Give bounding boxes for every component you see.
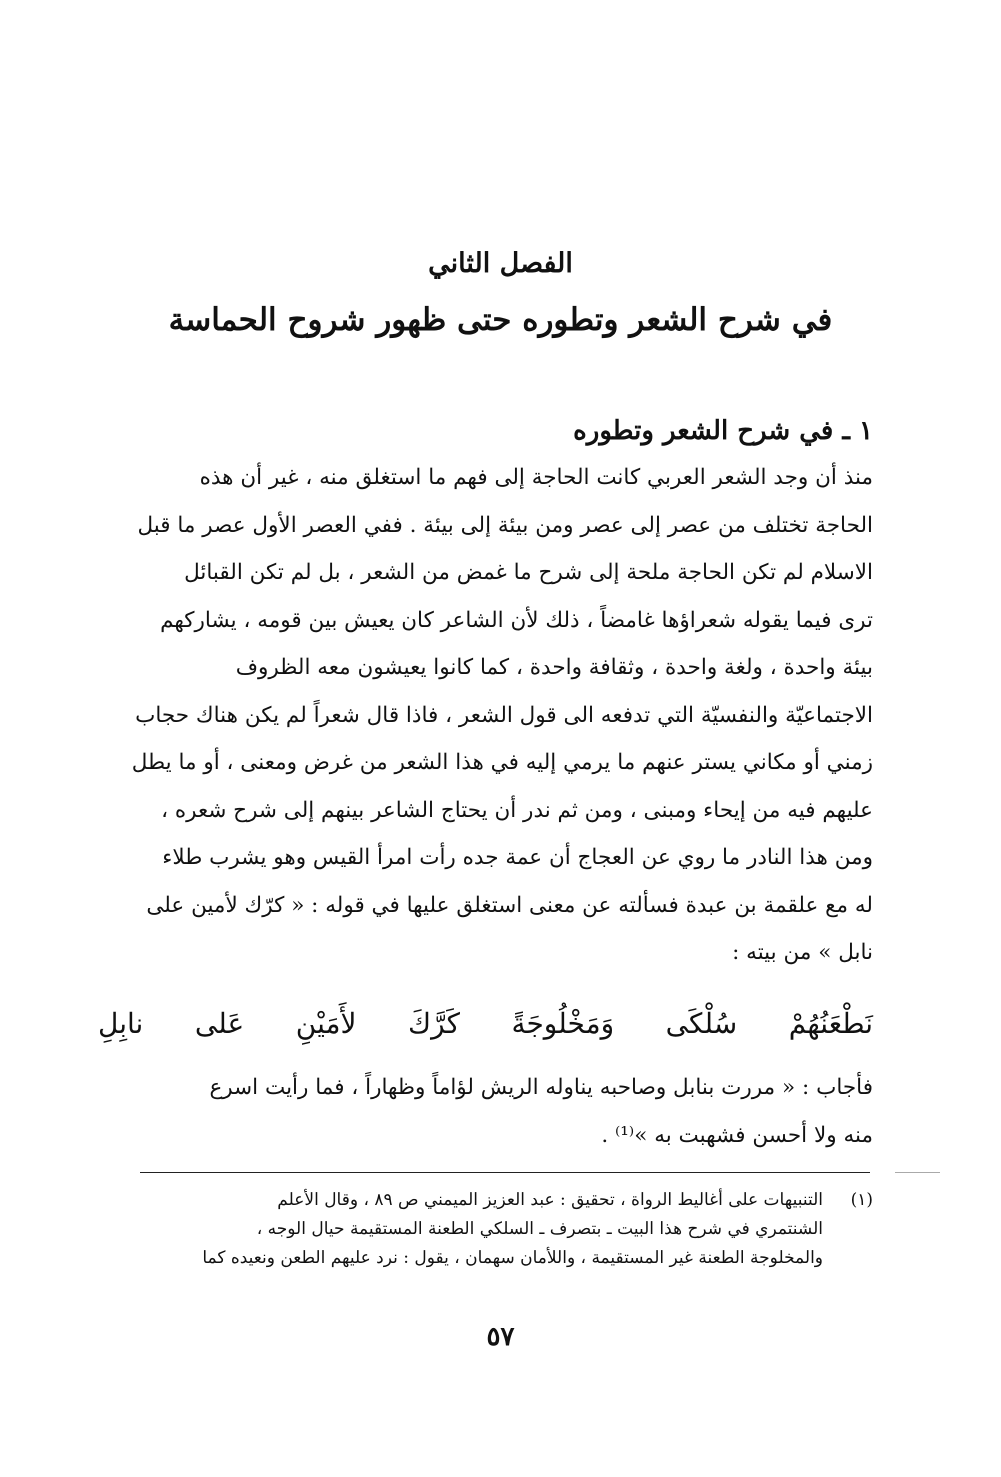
verse-word: نابِلِ (98, 1007, 144, 1040)
paragraph-line: فأجاب : « مررت بنابل وصاحبه يناوله الريش لؤاماً وظهاراً ، فما رأيت اسرع (209, 1075, 873, 1100)
paragraph-line: ترى فيما يقوله شعراؤها غامضاً ، ذلك لأن الشاعر كان يعيش بين قومه ، يشاركهم (160, 607, 873, 633)
footnote-line: والمخلوجة الطعنة غير المستقيمة ، واللأمان سهمان ، يقول : نرد عليهم الطعن ونعيده كما (202, 1248, 823, 1268)
footnote-separator (140, 1172, 870, 1173)
poetry-verse (98, 1004, 873, 1044)
footnote (98, 1186, 873, 1273)
paragraph-line: عليهم فيه من إيحاء ومبنى ، ومن ثم ندر أن يحتاج الشاعر بينهم إلى شرح شعره ، (161, 797, 873, 823)
footnote-line: التنبيهات على أغاليط الرواة ، تحقيق : عبد العزيز الميمني ص ٨٩ ، وقال الأعلم (277, 1190, 823, 1210)
paragraph-line: منذ أن وجد الشعر العربي كانت الحاجة إلى فهم ما استغلق منه ، غير أن هذه (199, 465, 873, 490)
chapter-title: الفصل الثاني (428, 248, 573, 279)
verse-word: عَلى (194, 1007, 245, 1040)
paragraph-line: ومن هذا النادر ما روي عن العجاج أن عمة جده رأت امرأ القيس وهو يشرب طلاء (162, 845, 873, 870)
footnote-line: الشنتمري في شرح هذا البيت ـ بتصرف ـ السلكي الطعنة المستقيمة حيال الوجه ، (256, 1219, 823, 1239)
paragraph-line: نابل » من بيته : (732, 940, 873, 965)
section-heading: ١ ـ في شرح الشعر وتطوره (573, 416, 873, 446)
footnote-body (98, 1186, 823, 1273)
chapter-subtitle: في شرح الشعر وتطوره حتى ظهور شروح الحماسة (168, 302, 833, 338)
intro-paragraph (98, 454, 873, 977)
footnote-marker: (١) (850, 1190, 873, 1210)
paragraph-line: منه ولا أحسن فشهبت به »⁽¹⁾ . (601, 1122, 873, 1148)
verse-word: كَرَّكَ (408, 1007, 460, 1040)
verse-word: نَطْعَنُهُمْ (788, 1007, 873, 1040)
paragraph-line: بيئة واحدة ، ولغة واحدة ، وثقافة واحدة ، كما كانوا يعيشون معه الظروف (235, 655, 873, 680)
paragraph-line: الحاجة تختلف من عصر إلى عصر ومن بيئة إلى بيئة . ففي العصر الأول عصر ما قبل (137, 512, 873, 538)
verse-word: لأَمَيْنِ (295, 1007, 357, 1040)
page-number: ٥٧ (486, 1322, 515, 1352)
paragraph-line: له مع علقمة بن عبدة فسألته عن معنى استغلق عليها في قوله : « كرّك لأمين على (146, 892, 873, 918)
verse-word: وَمَخْلُوجَةً (511, 1007, 615, 1040)
closing-paragraph (98, 1064, 873, 1159)
paragraph-line: زمني أو مكاني يستر عنهم ما يرمي إليه في هذا الشعر من غرض ومعنى ، أو ما يطل (131, 750, 873, 775)
paragraph-line: الاسلام لم تكن الحاجة ملحة إلى شرح ما غمض من الشعر ، بل لم تكن القبائل (184, 560, 873, 585)
footnote-separator-faint (895, 1172, 940, 1173)
verse-word: سُلْكَى (665, 1007, 738, 1040)
paragraph-line: الاجتماعيّة والنفسيّة التي تدفعه الى قول الشعر ، فاذا قال شعراً لم يكن هناك حجاب (135, 702, 873, 728)
